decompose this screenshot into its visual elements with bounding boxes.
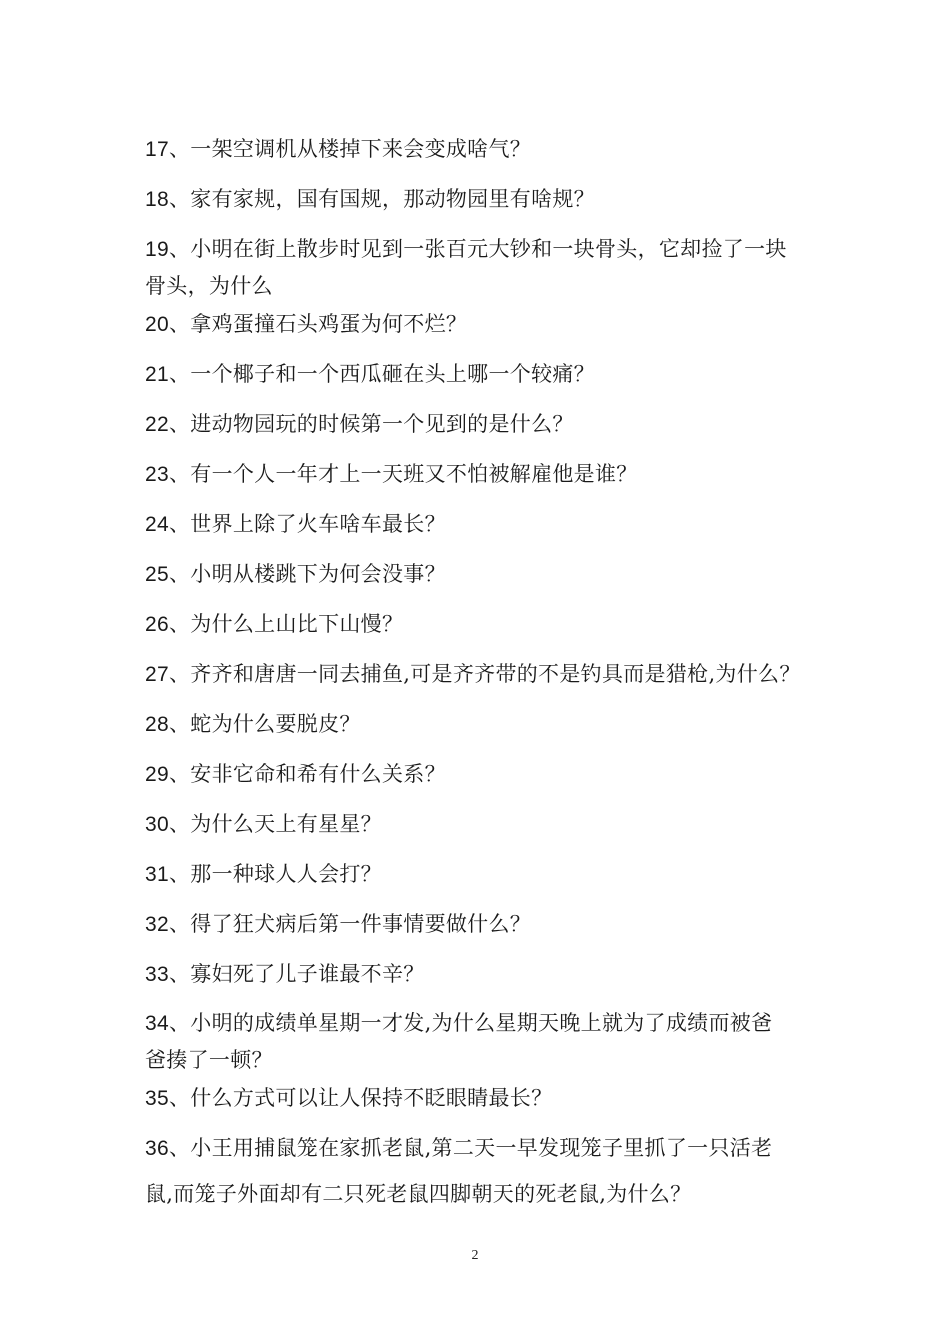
question-text: 、安非它命和希有什么关系？ xyxy=(168,762,446,786)
question-text: 、小明从楼跳下为何会没事？ xyxy=(168,562,446,586)
question-number: 18 xyxy=(145,188,169,211)
question-number: 17 xyxy=(145,138,169,161)
question-text: 、一个椰子和一个西瓜砸在头上哪一个较痛？ xyxy=(168,362,595,386)
question-22 xyxy=(145,410,835,439)
question-number: 24 xyxy=(145,513,169,536)
question-text: 、进动物园玩的时候第一个见到的是什么？ xyxy=(168,412,574,436)
page-number: 2 xyxy=(471,1248,479,1263)
question-19-continuation xyxy=(145,272,835,300)
question-number: 27 xyxy=(145,663,169,686)
question-20 xyxy=(145,310,835,339)
question-32 xyxy=(145,910,835,939)
question-30 xyxy=(145,810,835,839)
question-33 xyxy=(145,960,835,989)
question-text: 、一架空调机从楼掉下来会变成啥气？ xyxy=(168,137,532,161)
question-text: 、蛇为什么要脱皮？ xyxy=(168,712,361,736)
question-17 xyxy=(145,135,835,164)
question-number: 33 xyxy=(145,963,169,986)
question-text: 、得了狂犬病后第一件事情要做什么？ xyxy=(168,912,532,936)
question-text: 、有一个人一年才上一天班又不怕被解雇他是谁？ xyxy=(168,462,638,486)
question-27 xyxy=(145,660,835,689)
question-number: 20 xyxy=(145,313,169,336)
question-text: 、家有家规，国有国规，那动物园里有啥规？ xyxy=(168,187,595,211)
question-24 xyxy=(145,510,835,539)
question-text: 、拿鸡蛋撞石头鸡蛋为何不烂？ xyxy=(168,312,468,336)
question-number: 36 xyxy=(145,1137,169,1160)
question-text: 、寡妇死了儿子谁最不辛？ xyxy=(168,962,425,986)
question-text: 骨头，为什么 xyxy=(145,274,273,298)
question-23 xyxy=(145,460,835,489)
question-36 xyxy=(145,1134,835,1163)
question-text: 、小明的成绩单星期一才发,为什么星期天晚上就为了成绩而被爸 xyxy=(168,1011,773,1035)
question-text: 鼠,而笼子外面却有二只死老鼠四脚朝天的死老鼠,为什么？ xyxy=(145,1182,692,1206)
question-text: 、那一种球人人会打？ xyxy=(168,862,382,886)
question-number: 19 xyxy=(145,238,169,261)
question-21 xyxy=(145,360,835,389)
question-31 xyxy=(145,860,835,889)
question-text: 爸揍了一顿？ xyxy=(145,1048,273,1072)
question-number: 28 xyxy=(145,713,169,736)
question-number: 26 xyxy=(145,613,169,636)
question-number: 29 xyxy=(145,763,169,786)
question-34-continuation xyxy=(145,1046,835,1074)
question-19 xyxy=(145,235,835,264)
question-25 xyxy=(145,560,835,589)
question-number: 31 xyxy=(145,863,169,886)
question-text: 、齐齐和唐唐一同去捕鱼,可是齐齐带的不是钓具而是猎枪,为什么？ xyxy=(168,662,801,686)
question-number: 30 xyxy=(145,813,169,836)
question-text: 、什么方式可以让人保持不眨眼睛最长？ xyxy=(168,1086,553,1110)
question-35 xyxy=(145,1084,835,1113)
question-number: 25 xyxy=(145,563,169,586)
question-36-continuation xyxy=(145,1180,835,1208)
question-text: 、为什么天上有星星？ xyxy=(168,812,382,836)
question-34 xyxy=(145,1009,835,1038)
question-number: 35 xyxy=(145,1087,169,1110)
question-text: 、为什么上山比下山慢？ xyxy=(168,612,404,636)
question-number: 21 xyxy=(145,363,169,386)
question-text: 、小明在街上散步时见到一张百元大钞和一块骨头，它却捡了一块 xyxy=(168,237,787,261)
question-number: 32 xyxy=(145,913,169,936)
question-29 xyxy=(145,760,835,789)
question-text: 、小王用捕鼠笼在家抓老鼠,第二天一早发现笼子里抓了一只活老 xyxy=(168,1136,773,1160)
question-28 xyxy=(145,710,835,739)
question-number: 23 xyxy=(145,463,169,486)
question-text: 、世界上除了火车啥车最长？ xyxy=(168,512,446,536)
question-18 xyxy=(145,185,835,214)
question-26 xyxy=(145,610,835,639)
question-number: 34 xyxy=(145,1012,169,1035)
question-number: 22 xyxy=(145,413,169,436)
